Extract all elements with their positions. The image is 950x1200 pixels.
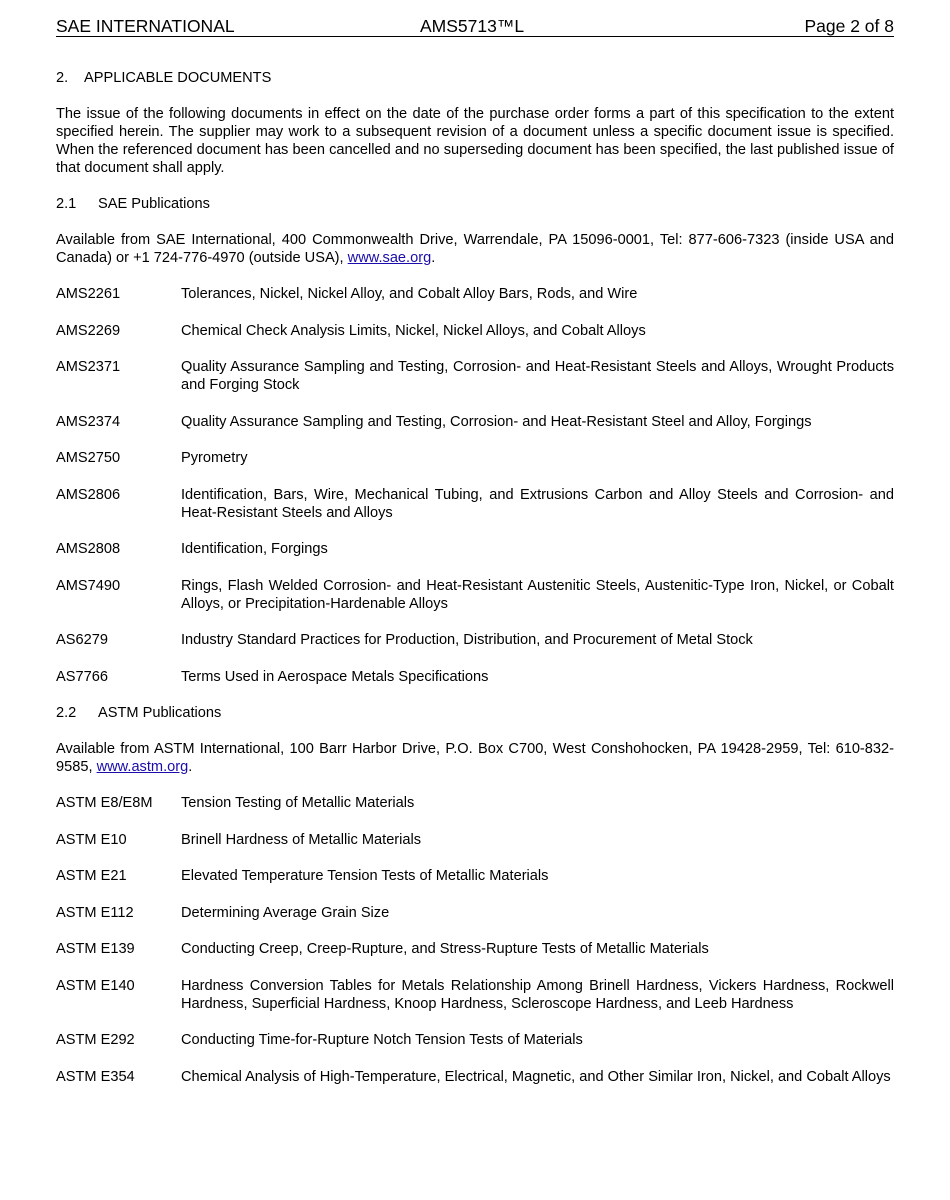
reference-code: AMS2808 (56, 541, 121, 557)
reference-item (56, 577, 894, 613)
subsection-title: ASTM Publications (98, 705, 222, 721)
header-document-id: AMS5713™L (420, 16, 525, 36)
reference-title: Terms Used in Aerospace Metals Specifications (181, 668, 489, 685)
reference-title: Quality Assurance Sampling and Testing, Corrosion- and Heat-Resistant Steel and Alloy, Forgings (181, 413, 812, 430)
reference-title: Chemical Check Analysis Limits, Nickel, Nickel Alloys, and Cobalt Alloys (181, 322, 646, 339)
reference-code: AMS7490 (56, 577, 121, 594)
reference-code: ASTM E139 (56, 941, 135, 957)
header-page-number: Page 2 of 8 (804, 16, 894, 36)
reference-code: AS6279 (56, 632, 108, 648)
reference-item (56, 977, 894, 1013)
page-header (56, 16, 894, 37)
reference-item (56, 1068, 894, 1086)
reference-title: Brinell Hardness of Metallic Materials (181, 831, 422, 848)
reference-item (56, 449, 894, 467)
sae-availability-text: Available from SAE International, 400 Commonwealth Drive, Warrendale, PA 15096-0001, Tel: 877-606-7323 (inside USA and Canada) or +1 724-776-4970 (outside USA), (56, 232, 894, 266)
subsection-number: 2.2 (56, 705, 77, 721)
reference-item (56, 358, 894, 394)
reference-title: Determining Average Grain Size (181, 904, 390, 921)
reference-code: AMS2374 (56, 413, 121, 430)
reference-title: Tension Testing of Metallic Materials (181, 795, 415, 811)
reference-code: ASTM E10 (56, 831, 127, 848)
reference-title: Conducting Time-for-Rupture Notch Tension Tests of Materials (181, 1032, 583, 1048)
section-number: 2. (56, 70, 69, 86)
reference-item (56, 631, 894, 649)
header-organization: SAE INTERNATIONAL (56, 16, 235, 36)
reference-title: Elevated Temperature Tension Tests of Metallic Materials (181, 868, 549, 884)
reference-code: ASTM E292 (56, 1032, 135, 1048)
reference-code: AMS2269 (56, 322, 121, 339)
reference-item (56, 486, 894, 522)
section-title: APPLICABLE DOCUMENTS (84, 70, 272, 86)
section-2-intro: The issue of the following documents in effect on the date of the purchase order forms a part of this specification to the extent specified herein. The supplier may work to a subsequent revision of a document unless a specific document issue is specified. When the referenced document has been cancelled and no superseding document has been specified, the last published issue of that document shall apply. (56, 106, 894, 176)
reference-title: Chemical Analysis of High-Temperature, Electrical, Magnetic, and Other Similar Iron, Nickel, and Cobalt Alloys (181, 1068, 891, 1085)
sae-reference-list (56, 285, 894, 686)
reference-title: Quality Assurance Sampling and Testing, Corrosion- and Heat-Resistant Steels and Alloys, Wrought Products and Forging Stock (181, 359, 894, 393)
reference-code: ASTM E140 (56, 977, 135, 994)
reference-item (56, 940, 894, 958)
reference-item (56, 413, 894, 431)
subsection-number: 2.1 (56, 196, 77, 212)
reference-title: Industry Standard Practices for Production, Distribution, and Procurement of Metal Stock (181, 632, 753, 648)
reference-item (56, 904, 894, 922)
reference-title: Conducting Creep, Creep-Rupture, and Stress-Rupture Tests of Metallic Materials (181, 941, 709, 957)
reference-item (56, 285, 894, 303)
reference-title: Tolerances, Nickel, Nickel Alloy, and Cobalt Alloy Bars, Rods, and Wire (181, 286, 638, 302)
subsection-title: SAE Publications (98, 196, 210, 212)
reference-code: AMS2261 (56, 286, 121, 302)
reference-item (56, 867, 894, 885)
reference-title: Hardness Conversion Tables for Metals Relationship Among Brinell Hardness, Vickers Hardness, Rockwell Hardness, Superficial Hardness, Knoop Hardness, Scleroscope Hardness, and Leeb Hardness (181, 977, 894, 1012)
astm-availability-suffix: . (188, 759, 193, 775)
section-2-2-heading (56, 704, 894, 722)
reference-item (56, 794, 894, 812)
reference-title: Identification, Forgings (181, 541, 328, 557)
reference-item (56, 668, 894, 686)
reference-code: AMS2371 (56, 359, 121, 375)
sae-availability-suffix: . (431, 250, 436, 266)
astm-reference-list (56, 794, 894, 1086)
reference-item (56, 1031, 894, 1049)
astm-website-link[interactable]: www.astm.org (96, 759, 189, 775)
reference-code: ASTM E21 (56, 868, 127, 884)
reference-code: ASTM E354 (56, 1068, 135, 1085)
reference-item (56, 322, 894, 340)
reference-item (56, 831, 894, 849)
sae-website-link[interactable]: www.sae.org (347, 250, 432, 266)
reference-title: Rings, Flash Welded Corrosion- and Heat-Resistant Austenitic Steels, Austenitic-Type Iron, Nickel, or Cobalt Alloys, or Precipitation-Hardenable Alloys (181, 577, 894, 612)
section-2-heading (56, 69, 894, 87)
reference-code: ASTM E8/E8M (56, 795, 153, 811)
reference-title: Pyrometry (181, 450, 248, 466)
reference-code: AMS2806 (56, 486, 121, 503)
reference-title: Identification, Bars, Wire, Mechanical Tubing, and Extrusions Carbon and Alloy Steels and Corrosion- and Heat-Resistant Steels and Alloys (181, 486, 894, 521)
astm-availability (56, 740, 894, 776)
sae-availability (56, 231, 894, 267)
astm-availability-text: Available from ASTM International, 100 Barr Harbor Drive, P.O. Box C700, West Conshohocken, PA 19428-2959, Tel: 610-832-9585, (56, 741, 894, 775)
reference-code: ASTM E112 (56, 904, 134, 921)
reference-item (56, 540, 894, 558)
reference-code: AS7766 (56, 668, 108, 685)
section-2-1-heading (56, 195, 894, 213)
reference-code: AMS2750 (56, 450, 121, 466)
